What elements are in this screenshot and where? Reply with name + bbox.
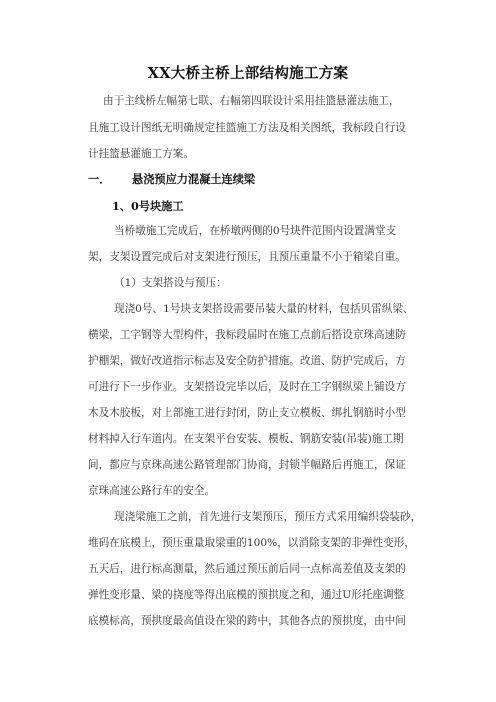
para3-line-1: 现浇梁施工之前，首先进行支架预压，预压方式采用编织袋装砂， (114, 511, 422, 523)
intro-line-3: 计挂篮悬灌施工方案。 (88, 148, 194, 160)
para2-line-3: 护棚架，做好改道指示标志及安全防护措施。改道、防护完成后，方 (88, 355, 406, 367)
para2-line-8: 京珠高速公路行车的安全。 (88, 485, 216, 497)
para2-line-5: 木及木胶板，对上部施工进行封闭，防止支立模板、绑扎钢筋时小型 (88, 407, 406, 419)
section-number: 一． (88, 172, 111, 186)
para1-line-1: 当桥墩施工完成后，在桥墩两侧的0号块件范围内设置满堂支 (114, 225, 397, 237)
para3-line-3: 五天后，进行标高测量，然后通过预压前后同一点标高差值及支架的 (88, 563, 406, 575)
para3-line-2: 堆码在底模上，预压重量取梁重的100%，以消除支架的非弹性变形， (88, 537, 415, 549)
para3-line-4: 弹性变形量、梁的挠度等得出底模的预拱度之和，通过U形托座调整 (88, 589, 405, 601)
intro-line-1: 由于主线桥左幅第七联、右幅第四联设计采用挂篮悬灌法施工， (103, 95, 400, 107)
para2-line-1: 现浇0号、1号块支架搭设需要吊装大量的材料，包括贝雷纵梁、 (114, 303, 414, 315)
subsection-heading: 1、0号块施工 (112, 199, 184, 213)
intro-line-2: 且施工设计图纸无明确规定挂篮施工方法及相关图纸，我标段自行设 (88, 122, 406, 134)
para2-line-7: 间，都应与京珠高速公路管理部门协商，封锁半幅路后再施工，保证 (88, 459, 406, 471)
section-title: 悬浇预应力混凝土连续梁 (132, 172, 256, 186)
para1-line-2: 架，支架设置完成后对支架进行预压，且预压重量不小于箱梁自重。 (88, 251, 406, 263)
document-title: XX大桥主桥上部结构施工方案 (147, 65, 349, 82)
para2-line-2: 横梁，工字钢等大型构件，我标段届时在施工点前后搭设京珠高速防 (88, 329, 406, 341)
item-heading: （1）支架搭设与预压： (114, 277, 227, 289)
para2-line-6: 材料掉入行车道内。在支架平台安装、模板、钢筋安装(吊装)施工期 (88, 433, 404, 445)
para2-line-4: 可进行下一步作业。支架搭设完毕以后，及时在工字钢纵梁上铺设方 (88, 381, 406, 393)
para3-line-5: 底模标高，预拱度最高值设在梁的跨中，其他各点的预拱度，由中间 (88, 615, 406, 627)
section-heading (88, 171, 255, 187)
